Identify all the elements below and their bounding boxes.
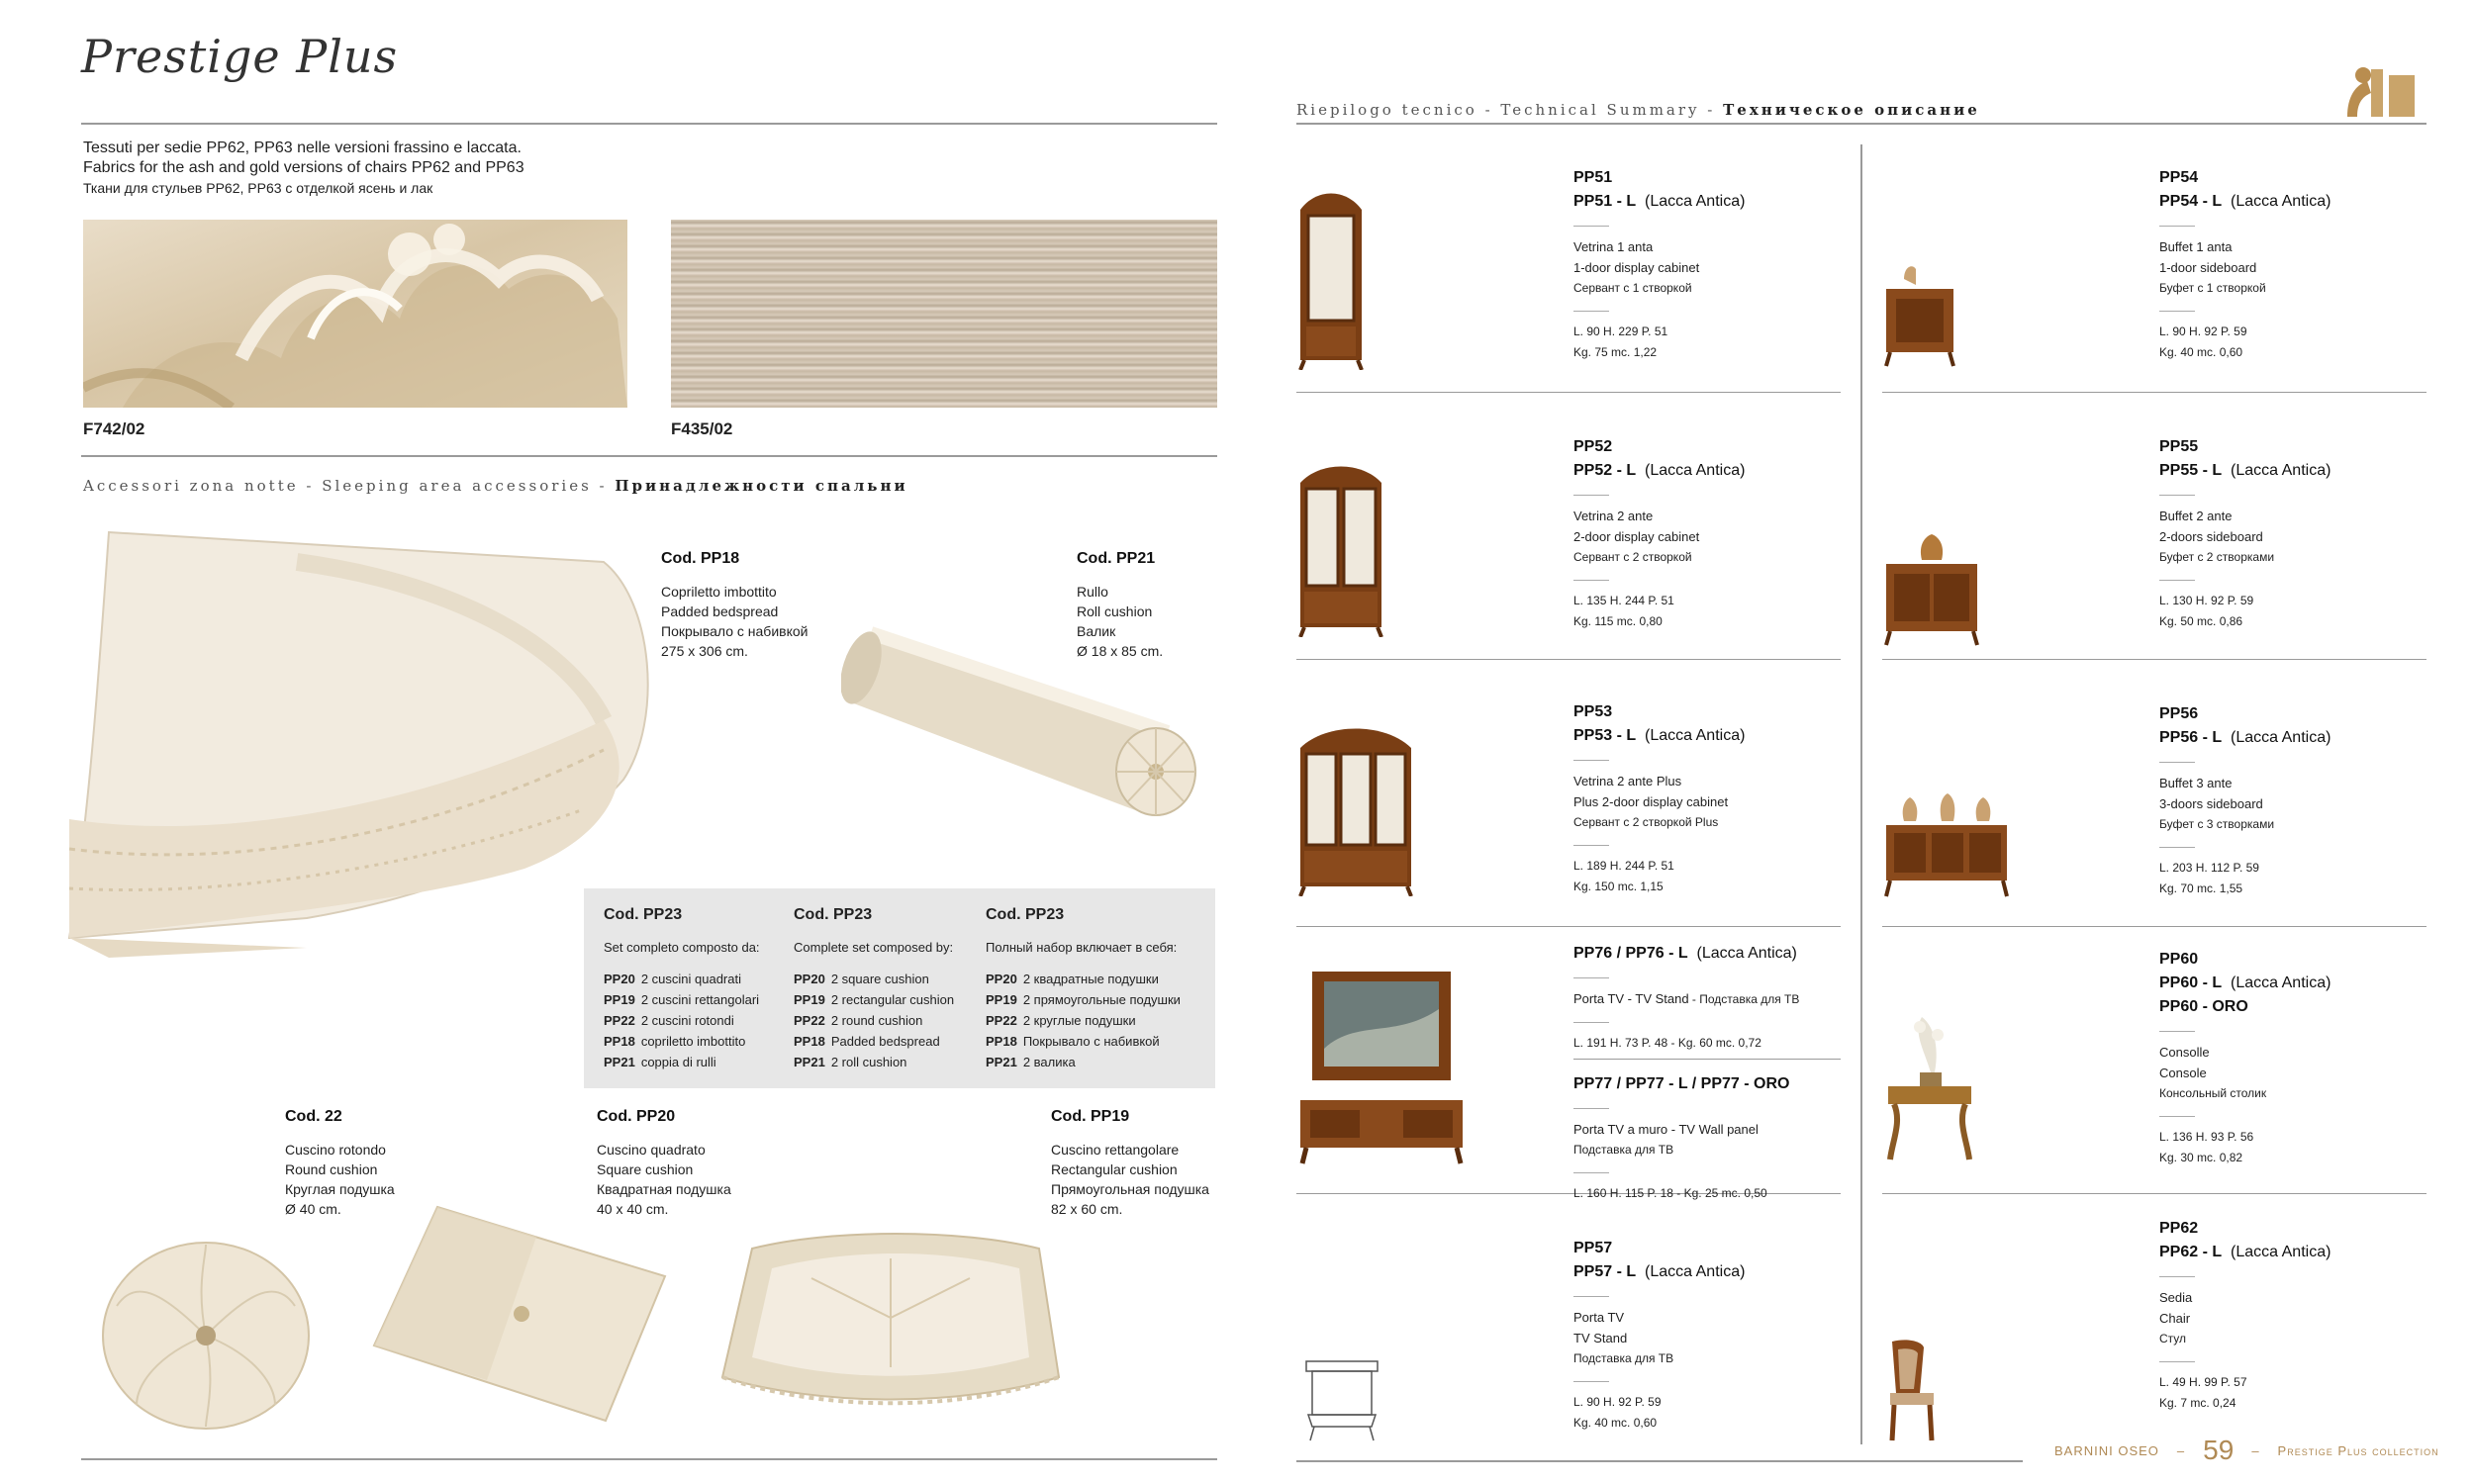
tech-pp76: PP76 / PP76 - L (Lacca Antica) Porta TV - TV Stand - Подставка для ТВ L. 191 H. 73 P. 48 - Kg. 60 mc. 0,72 <box>1573 945 1800 1050</box>
tech-pp57: PP57 PP57 - L (Lacca Antica) Porta TV TV Stand Подставка для ТВ L. 90 H. 92 P. 59 Kg. 40 mc. 0,60 <box>1573 1240 1746 1430</box>
pp53-cabinet-image <box>1296 718 1415 896</box>
tech-pp60: PP60 PP60 - L (Lacca Antica) PP60 - ORO Consolle Console Консольный столик L. 136 H. 93 P. 56 Kg. 30 mc. 0,82 <box>2159 951 2331 1164</box>
pp54-buffet-image <box>1882 259 1957 368</box>
pp55-buffet-image <box>1882 530 1981 649</box>
brand-title: Prestige Plus <box>81 30 399 83</box>
c22-size: Ø 40 cm. <box>285 1201 341 1217</box>
column-divider <box>1860 144 1862 1444</box>
tech-pp77: PP77 / PP77 - L / PP77 - ORO Porta TV a muro - TV Wall panel Подставка для ТВ L. 160 H. 115 P. 18 - Kg. 25 mc. 0,50 <box>1573 1075 1790 1200</box>
footer-collection: Prestige Plus collection <box>2277 1442 2439 1458</box>
row-rule-r2 <box>1882 659 2426 660</box>
brand-logo <box>2341 61 2425 121</box>
fabric-code-f742: F742/02 <box>83 419 145 438</box>
fabric-swatch-f742 <box>83 220 627 408</box>
pp21-it: Rullo <box>1077 584 1108 600</box>
tech-pp55: PP55 PP55 - L (Lacca Antica) Buffet 2 ante 2-doors sideboard Буфет с 2 створками L. 130 H. 92 P. 59 Kg. 50 mc. 0,86 <box>2159 438 2331 628</box>
pp20-size: 40 x 40 cm. <box>597 1201 669 1217</box>
set-column-it: Cod. PP23 Set completo composto da: PP20 2 cuscini quadrati PP19 2 cuscini rettangolari PP22 2 cuscini rotondi PP18 copriletto imbottito PP21 coppia di rulli <box>604 906 760 1069</box>
pp20-it: Cuscino quadrato <box>597 1142 706 1158</box>
pp19-ru: Прямоугольная подушка <box>1051 1181 1209 1197</box>
roll-cushion-image <box>841 613 1217 821</box>
pp52-cabinet-image <box>1296 459 1385 637</box>
pp18-it: Copriletto imbottito <box>661 584 777 600</box>
pp19-code: Cod. PP19 <box>1051 1108 1130 1125</box>
tech-pp52: PP52 PP52 - L (Lacca Antica) Vetrina 2 ante 2-door display cabinet Сервант с 2 створкой L. 135 H. 244 P. 51 Kg. 115 mc. 0,80 <box>1573 438 1746 628</box>
pp19-en: Rectangular cushion <box>1051 1161 1178 1177</box>
square-cushion-image <box>368 1197 675 1425</box>
pp62-chair-image <box>1882 1338 1942 1442</box>
intro-it: Tessuti per sedie PP62, PP63 nelle versioni frassino e laccata. <box>83 139 522 156</box>
fabric-swatch-f435 <box>671 220 1217 408</box>
intro-ru: Ткани для стульев PP62, PP63 с отделкой ясень и лак <box>83 180 433 196</box>
product-pp19 <box>1051 1108 1209 1219</box>
c22-ru: Круглая подушка <box>285 1181 395 1197</box>
sleeping-accessories-heading: Accessori zona notte - Sleeping area accessories - Принадлежности спальни <box>83 477 908 495</box>
tech-pp62: PP62 PP62 - L (Lacca Antica) Sedia Chair Стул L. 49 H. 99 P. 57 Kg. 7 mc. 0,24 <box>2159 1220 2331 1410</box>
pp21-size: Ø 18 x 85 cm. <box>1077 643 1164 659</box>
c22-code: Cod. 22 <box>285 1108 342 1125</box>
c22-it: Cuscino rotondo <box>285 1142 386 1158</box>
intro-en: Fabrics for the ash and gold versions of chairs PP62 and PP63 <box>83 159 524 176</box>
round-cushion-image <box>97 1237 315 1435</box>
pp60-console-image <box>1882 1013 1977 1163</box>
tech-pp54: PP54 PP54 - L (Lacca Antica) Buffet 1 anta 1-door sideboard Буфет с 1 створкой L. 90 H. 92 P. 59 Kg. 40 mc. 0,60 <box>2159 169 2331 359</box>
damask-pattern-image <box>83 220 627 408</box>
row-rule-1 <box>1296 392 1841 393</box>
page-footer <box>2054 1435 2439 1466</box>
bedspread-image <box>49 522 663 958</box>
pp20-code: Cod. PP20 <box>597 1108 676 1125</box>
pp18-size: 275 x 306 cm. <box>661 643 748 659</box>
pp18-ru: Покрывало с набивкой <box>661 623 809 639</box>
row-rule-2 <box>1296 659 1841 660</box>
footer-brand: BARNINI OSEO <box>2054 1442 2159 1458</box>
right-bottom-rule <box>1296 1460 2023 1462</box>
technical-summary-heading: Riepilogo tecnico - Technical Summary - Техническое описание <box>1296 101 1980 119</box>
set-column-ru: Cod. PP23 Полный набор включает в себя: PP20 2 квадратные подушки PP19 2 прямоугольные подушки PP22 2 круглые подушки PP18 Покрывало с набивкой PP21 2 валика <box>986 906 1181 1069</box>
section-rule <box>81 455 1217 457</box>
pp51-cabinet-image <box>1296 186 1366 370</box>
pp57-tv-stand-image <box>1302 1357 1381 1442</box>
set-pp23-box <box>584 888 1215 1088</box>
product-pp18 <box>661 550 808 661</box>
footer-dash-right: – <box>2251 1442 2260 1458</box>
pp18-code: Cod. PP18 <box>661 550 740 567</box>
row-rule-r1 <box>1882 392 2426 393</box>
pp56-buffet-image <box>1882 791 2011 900</box>
row-rule-3b <box>1573 1059 1841 1060</box>
pp76-tv-stand-image <box>1296 970 1467 1175</box>
tech-pp56: PP56 PP56 - L (Lacca Antica) Buffet 3 ante 3-doors sideboard Буфет с 3 створками L. 203 H. 112 P. 59 Kg. 70 mc. 1,55 <box>2159 705 2331 895</box>
pp18-en: Padded bedspread <box>661 603 779 619</box>
footer-dash-left: – <box>2176 1442 2186 1458</box>
row-rule-r3 <box>1882 926 2426 927</box>
right-header-rule <box>1296 123 2426 125</box>
fabric-intro <box>83 139 524 198</box>
pp21-code: Cod. PP21 <box>1077 550 1156 567</box>
tech-pp51: PP51 PP51 - L (Lacca Antica) Vetrina 1 anta 1-door display cabinet Сервант с 1 створкой L. 90 H. 229 P. 51 Kg. 75 mc. 1,22 <box>1573 169 1746 359</box>
pp19-size: 82 x 60 cm. <box>1051 1201 1123 1217</box>
pp19-it: Cuscino rettangolare <box>1051 1142 1180 1158</box>
rectangular-cushion-image <box>713 1219 1069 1417</box>
left-bottom-rule <box>81 1458 1217 1460</box>
fabric-code-f435: F435/02 <box>671 419 733 438</box>
page-number: 59 <box>2203 1435 2235 1465</box>
set-column-en: Cod. PP23 Complete set composed by: PP20 2 square cushion PP19 2 rectangular cushion PP22 2 round cushion PP18 Padded bedspread PP21 2 roll cushion <box>794 906 955 1069</box>
pp20-en: Square cushion <box>597 1161 694 1177</box>
pp20-ru: Квадратная подушка <box>597 1181 731 1197</box>
row-rule-3 <box>1296 926 1841 927</box>
pp21-ru: Валик <box>1077 623 1116 639</box>
pp21-en: Roll cushion <box>1077 603 1153 619</box>
c22-en: Round cushion <box>285 1161 378 1177</box>
header-rule <box>81 123 1217 125</box>
row-rule-r4 <box>1882 1193 2426 1194</box>
tech-pp53: PP53 PP53 - L (Lacca Antica) Vetrina 2 ante Plus Plus 2-door display cabinet Сервант с 2 створкой Plus L. 189 H. 244 P. 51 Kg. 150 mc. 1,15 <box>1573 703 1746 893</box>
